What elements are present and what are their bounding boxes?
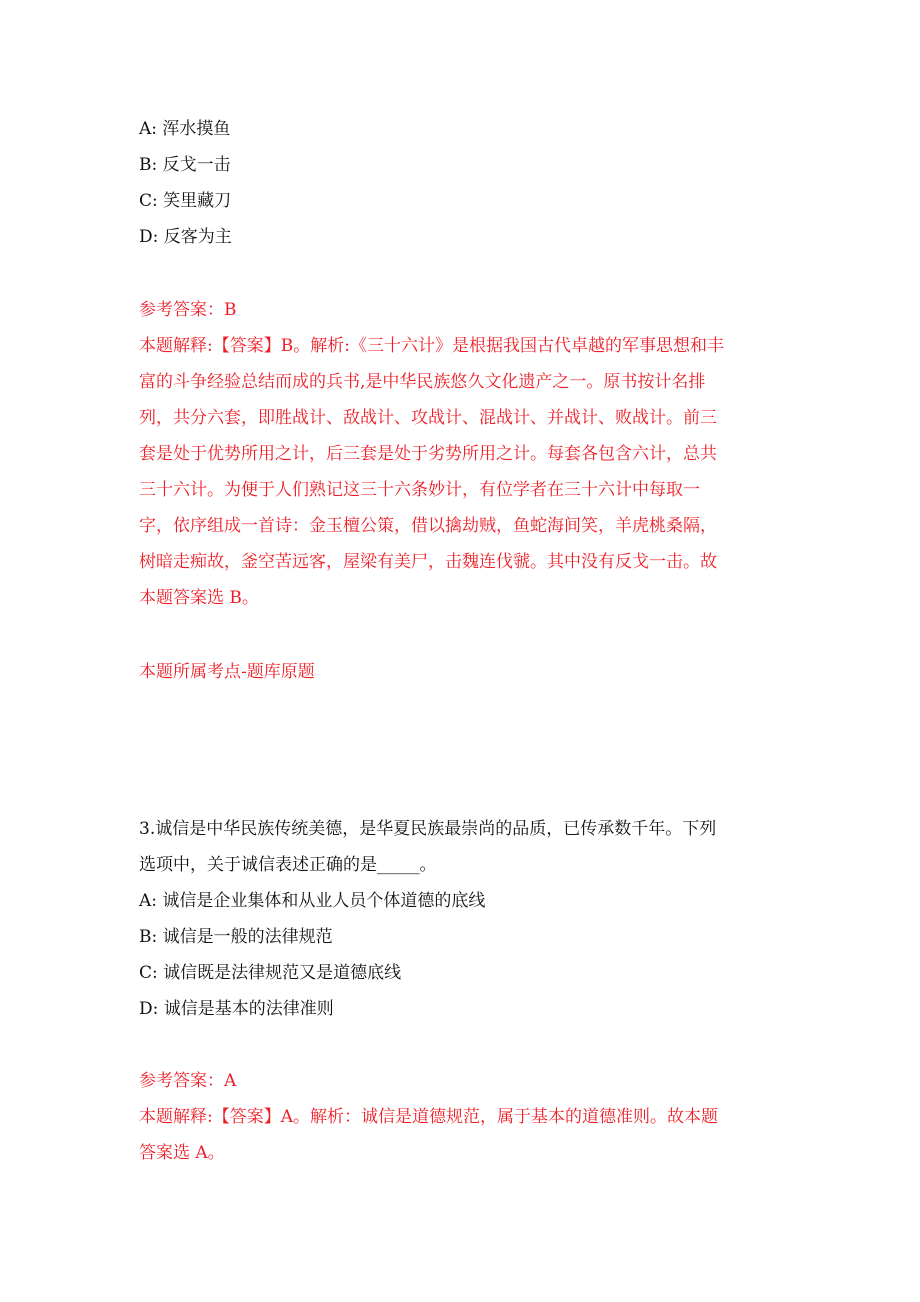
option-letter: B:	[139, 155, 158, 175]
option-letter: A:	[139, 891, 158, 911]
option-letter: D:	[139, 999, 159, 1019]
explanation-line: 树暗走痴故，釜空苦远客，屋梁有美尸，击魏连伐虢。其中没有反戈一击。故	[139, 552, 717, 572]
explanation-line: 套是处于优势所用之计，后三套是处于劣势所用之计。每套各包含六计，总共	[139, 444, 717, 464]
option-letter: B:	[139, 927, 158, 947]
q3-option-b	[139, 926, 333, 948]
q3-option-c	[139, 962, 401, 984]
option-text: 诚信既是法律规范又是道德底线	[163, 963, 402, 983]
explanation-line: 本题答案选 B。	[139, 588, 259, 608]
question-line: 3.诚信是中华民族传统美德，是华夏民族最崇尚的品质，已传承数千年。下列	[139, 819, 717, 839]
question-line: 选项中，关于诚信表述正确的是_____。	[139, 855, 437, 875]
q3-option-a	[139, 890, 485, 912]
option-text: 诚信是一般的法律规范	[162, 927, 333, 947]
explanation-line: 字，依序组成一首诗：金玉檀公策，借以擒劫贼，鱼蛇海间笑，羊虎桃桑隔，	[139, 516, 717, 536]
q2-option-b	[139, 154, 231, 176]
q3-explanation	[139, 1099, 779, 1171]
q2-topic: 本题所属考点-题库原题	[139, 662, 315, 682]
option-letter: C:	[139, 963, 158, 983]
q2-option-a	[139, 118, 230, 140]
option-letter: C:	[139, 191, 158, 211]
option-text: 反戈一击	[162, 155, 231, 175]
q2-option-d	[139, 226, 232, 248]
option-text: 反客为主	[163, 227, 232, 247]
option-text: 诚信是基本的法律准则	[163, 999, 334, 1019]
option-text: 诚信是企业集体和从业人员个体道德的底线	[162, 891, 486, 911]
explanation-line: 列，共分六套，即胜战计、敌战计、攻战计、混战计、并战计、败战计。前三	[139, 408, 717, 428]
q3-answer: 参考答案：A	[139, 1071, 237, 1091]
q3-question	[139, 811, 779, 883]
explanation-line: 本题解释:【答案】B。解析:《三十六计》是根据我国古代卓越的军事思想和丰	[139, 336, 724, 356]
option-text: 笑里藏刀	[163, 191, 232, 211]
q2-explanation	[139, 328, 779, 616]
explanation-line: 本题解释:【答案】A。解析：诚信是道德规范，属于基本的道德准则。故本题	[139, 1107, 719, 1127]
explanation-line: 答案选 A。	[139, 1143, 225, 1163]
option-letter: A:	[139, 119, 158, 139]
q2-answer: 参考答案：B	[139, 300, 237, 320]
option-letter: D:	[139, 227, 159, 247]
explanation-line: 富的斗争经验总结而成的兵书,是中华民族悠久文化遗产之一。原书按计名排	[139, 372, 706, 392]
q3-option-d	[139, 998, 334, 1020]
option-text: 浑水摸鱼	[162, 119, 231, 139]
q2-option-c	[139, 190, 231, 212]
explanation-line: 三十六计。为便于人们熟记这三十六条妙计，有位学者在三十六计中每取一	[139, 480, 700, 500]
